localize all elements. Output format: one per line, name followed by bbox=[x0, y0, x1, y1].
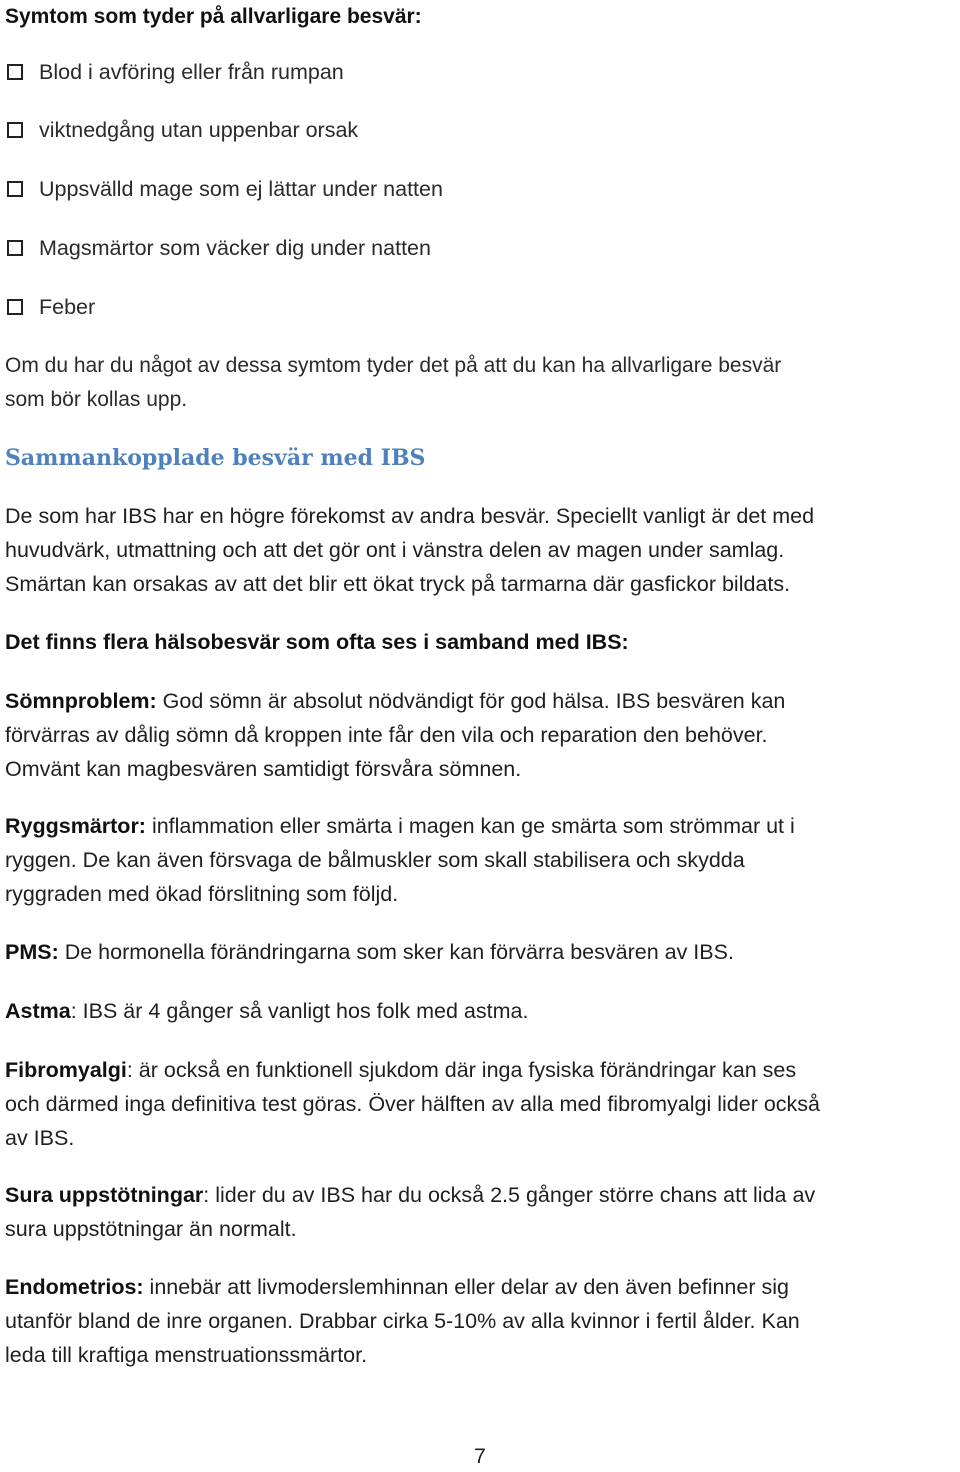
condition-text: inflammation eller smärta i magen kan ge smärta som strömmar ut i bbox=[145, 814, 795, 838]
condition-line: sura uppstötningar än normalt. bbox=[5, 1217, 297, 1241]
condition-line: Omvänt kan magbesvären samtidigt försvåra sömnen. bbox=[5, 757, 522, 781]
section-title: Sammankopplade besvär med IBS bbox=[5, 445, 426, 471]
condition-term: Sura uppstötningar bbox=[5, 1183, 204, 1207]
condition-term: Fibromyalgi bbox=[5, 1058, 127, 1082]
intro-line: De som har IBS har en högre förekomst av andra besvär. Speciellt vanligt är det med bbox=[5, 504, 815, 528]
condition-line bbox=[5, 935, 957, 969]
warning-item-label: Magsmärtor som väcker dig under natten bbox=[39, 236, 431, 260]
condition-text: innebär att livmoderslemhinnan eller delar av den även befinner sig bbox=[143, 1275, 789, 1299]
condition-term: Astma bbox=[5, 999, 71, 1023]
condition-text: : IBS är 4 gånger så vanligt hos folk med astma. bbox=[70, 999, 529, 1023]
condition-text: De hormonella förändringarna som sker kan förvärra besvären av IBS. bbox=[58, 940, 734, 964]
warning-item bbox=[5, 172, 957, 206]
warning-item-label: Blod i avföring eller från rumpan bbox=[39, 60, 344, 84]
condition-line bbox=[5, 684, 957, 718]
warning-note-line: som bör kollas upp. bbox=[5, 388, 188, 411]
checkbox-icon bbox=[7, 299, 23, 315]
condition-line: och därmed inga definitiva test göras. Över hälften av alla med fibromyalgi lider också bbox=[5, 1092, 821, 1116]
condition-line bbox=[5, 1053, 957, 1087]
condition-term: Sömnproblem: bbox=[5, 689, 157, 713]
intro-line: huvudvärk, utmattning och att det gör ont i vänstra delen av magen under samlag. bbox=[5, 538, 785, 562]
condition-text: : lider du av IBS har du också 2.5 gånger större chans att lida av bbox=[203, 1183, 816, 1207]
condition-line: utanför bland de inre organen. Drabbar cirka 5-10% av alla kvinnor i fertil ålder. Kan bbox=[5, 1309, 800, 1333]
checkbox-icon bbox=[7, 64, 23, 80]
warning-item bbox=[5, 113, 957, 147]
condition-line: förvärras av dålig sömn då kroppen inte får den vila och reparation den behöver. bbox=[5, 723, 768, 747]
condition-line bbox=[5, 1270, 957, 1304]
condition-text: God sömn är absolut nödvändigt för god hälsa. IBS besvären kan bbox=[156, 689, 786, 713]
checkbox-icon bbox=[7, 181, 23, 197]
intro-line: Smärtan kan orsakas av att det blir ett ökat tryck på tarmarna där gasfickor bildats. bbox=[5, 572, 791, 596]
condition-line: ryggen. De kan även försvaga de bålmuskler som skall stabilisera och skydda bbox=[5, 848, 745, 872]
condition-term: Ryggsmärtor: bbox=[5, 814, 146, 838]
page-number: 7 bbox=[474, 1445, 486, 1468]
warning-item-label: Uppsvälld mage som ej lättar under natten bbox=[39, 177, 443, 201]
condition-line: av IBS. bbox=[5, 1126, 75, 1150]
conditions-heading: Det finns flera hälsobesvär som ofta ses i samband med IBS: bbox=[5, 630, 629, 654]
condition-line bbox=[5, 994, 957, 1028]
warning-item-label: Feber bbox=[39, 295, 96, 319]
warning-item-label: viktnedgång utan uppenbar orsak bbox=[39, 118, 359, 142]
condition-term: PMS: bbox=[5, 940, 59, 964]
warning-heading: Symtom som tyder på allvarligare besvär: bbox=[5, 5, 422, 28]
warning-item bbox=[5, 290, 957, 324]
checkbox-icon bbox=[7, 240, 23, 256]
condition-line: ryggraden med ökad förslitning som följd. bbox=[5, 882, 399, 906]
condition-line: leda till kraftiga menstruationssmärtor. bbox=[5, 1343, 368, 1367]
condition-term: Endometrios: bbox=[5, 1275, 144, 1299]
warning-item bbox=[5, 55, 957, 89]
condition-line bbox=[5, 809, 957, 843]
warning-note-line: Om du har du något av dessa symtom tyder det på att du kan ha allvarligare besvär bbox=[5, 354, 782, 377]
condition-line bbox=[5, 1178, 957, 1212]
condition-text: : är också en funktionell sjukdom där inga fysiska förändringar kan ses bbox=[126, 1058, 797, 1082]
checkbox-icon bbox=[7, 122, 23, 138]
warning-item bbox=[5, 231, 957, 265]
